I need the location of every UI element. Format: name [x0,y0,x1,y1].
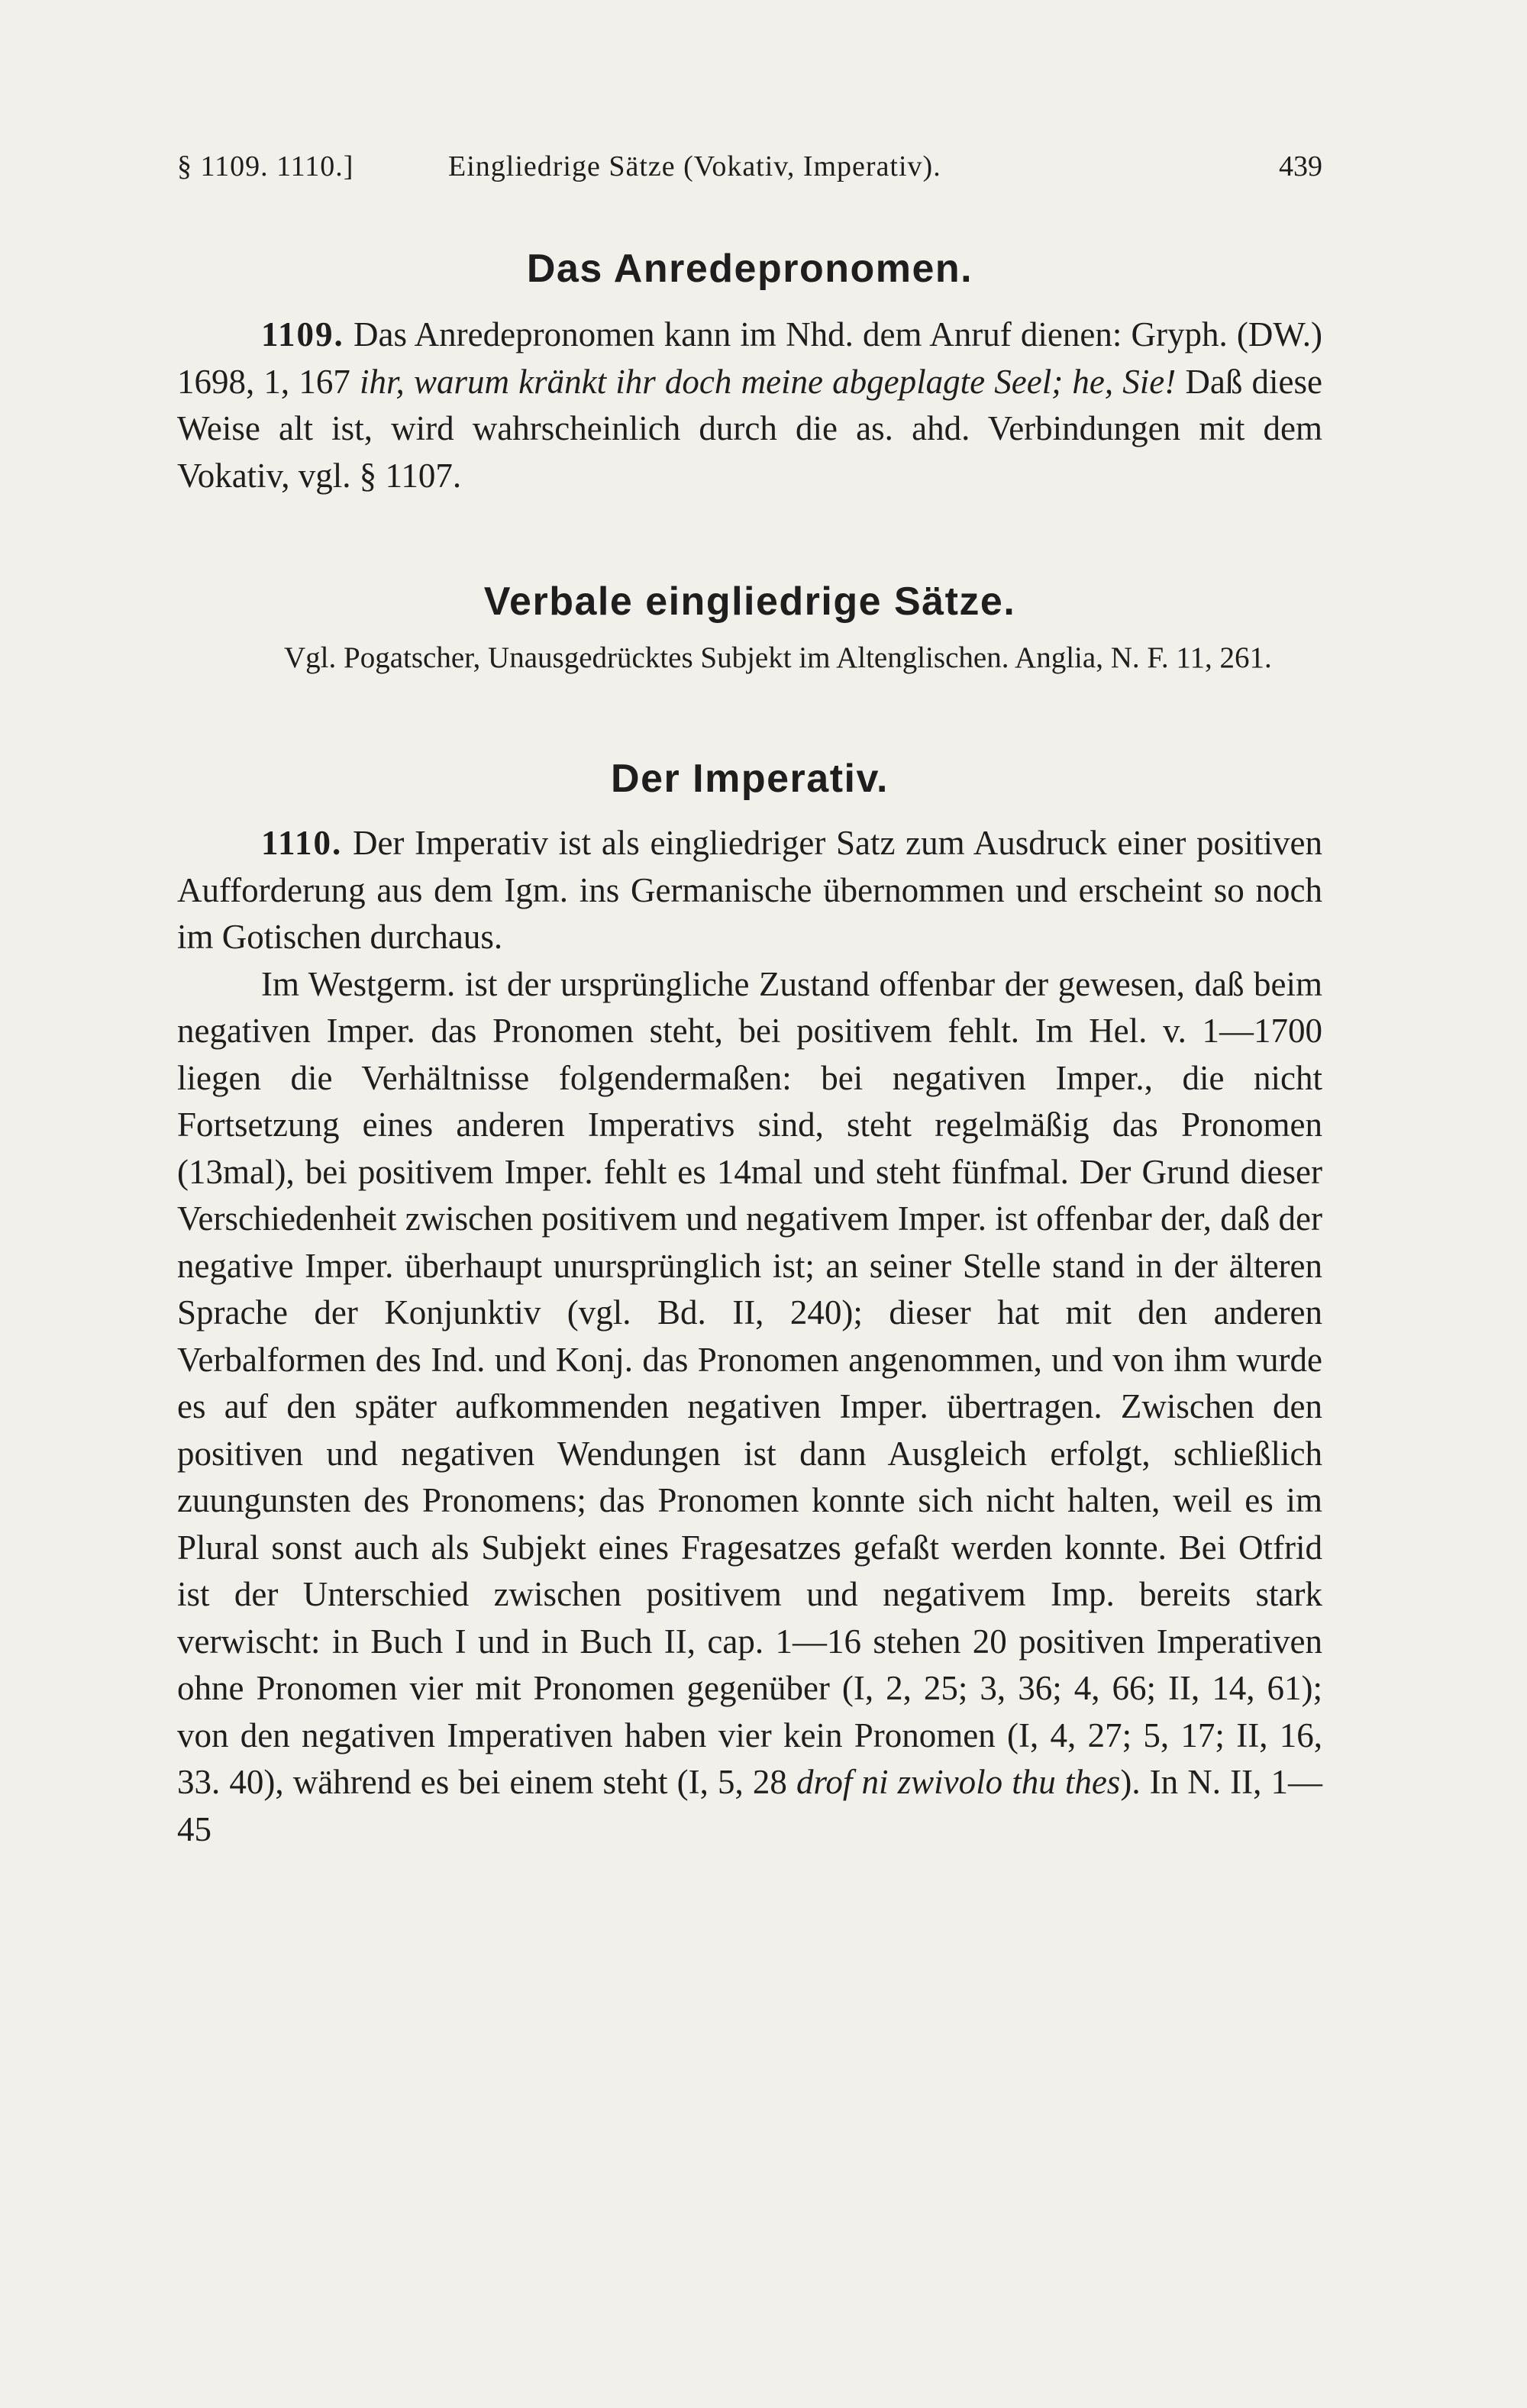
section-heading: Der Imperativ. [611,757,889,801]
paragraph-text: Im Westgerm. ist der ursprüngliche Zustand offenbar der gewesen, daß beim negativen Imper. das Pronomen steht, bei positivem fehlt. Im Hel. v. 1—1700 liegen die Verhältnisse folgendermaßen: bei negativen Imper., die nicht Fortsetzung eines anderen Imperativs sind, steht regelmäßig das Pronomen (13mal), bei positivem Imper. fehlt es 14mal und steht fünfmal. Der Grund dieser Verschiedenheit zwischen positivem und negativem Imper. ist offenbar der, daß der negative Imper. überhaupt unursprünglich ist; an seiner Stelle stand in der älteren Sprache der Konjunktiv (vgl. Bd. II, 240); dieser hat mit den anderen Verbalformen des Ind. und Konj. das Pronomen angenommen, und von ihm wurde es auf den später aufkommenden negativen Imper. übertragen. Zwischen den positiven und negativen Wendungen ist dann Ausgleich erfolgt, schließlich zuungunsten des Pronomens; das Pronomen konnte sich nicht halten, weil es im Plural sonst auch als Subjekt eines Fragesatzes gefaßt werden konnte. Bei Otfrid ist der Unterschied zwischen positivem und negativem Imp. bereits stark verwischt: in Buch I und in Buch II, cap. 1—16 stehen 20 positiven Imperativen ohne Pronomen vier mit Pronomen gegenüber (I, 2, 25; 3, 36; 4, 66; II, 14, 61); von den negativen Imperativen haben vier kein Pronomen (I, 4, 27; 5, 17; II, 16, 33. 40), während es bei einem steht (I, 5, 28 [177,964,1322,1801]
paragraph-text: ). In N. II, 1—45 [177,1763,1322,1848]
paragraph [177,311,1322,499]
bibliographic-reference [177,638,1322,678]
section-reference: § 1109. 1110.] [177,150,354,182]
paragraph-1110 [177,820,1322,1853]
reference-text: Vgl. Pogatscher, Unausgedrücktes Subjekt im Altenglischen. Anglia, N. F. 11, 261. [284,641,1272,674]
page-number: 439 [1279,150,1322,182]
section-verbale [177,579,1322,625]
paragraph-number: 1110. [261,824,343,862]
paragraph-number: 1109. [261,315,344,353]
running-header [177,150,1322,195]
paragraph [177,820,1322,961]
paragraph-text: Daß diese Weise alt ist, wird wahrscheinlich durch die as. ahd. Verbindungen mit dem Vokativ, vgl. § 1107. [177,362,1323,495]
paragraph [177,961,1322,1854]
running-title: Eingliedrige Sätze (Vokativ, Imperativ). [448,150,941,182]
section-imperativ [177,756,1322,802]
section-heading: Verbale eingliedrige Sätze. [483,579,1016,624]
section-heading: Das Anredepronomen. [526,247,973,291]
quotation-italic: drof ni zwivolo thu thes [796,1763,1121,1801]
paragraph-text: Das Anredepronomen kann im Nhd. dem Anruf dienen: Gryph. (DW.) 1698, 1, 167 [177,315,1322,401]
paragraph-text: Der Imperativ ist als eingliedriger Satz zum Ausdruck einer positiven Aufforderung aus dem Igm. ins Germanische übernommen und erscheint so noch im Gotischen durchaus. [177,824,1322,956]
paragraph-1109 [177,311,1322,499]
quotation-italic: ihr, warum kränkt ihr doch meine abgeplagte Seel; he, Sie! [360,362,1177,401]
section-anredepronomen [177,246,1322,292]
